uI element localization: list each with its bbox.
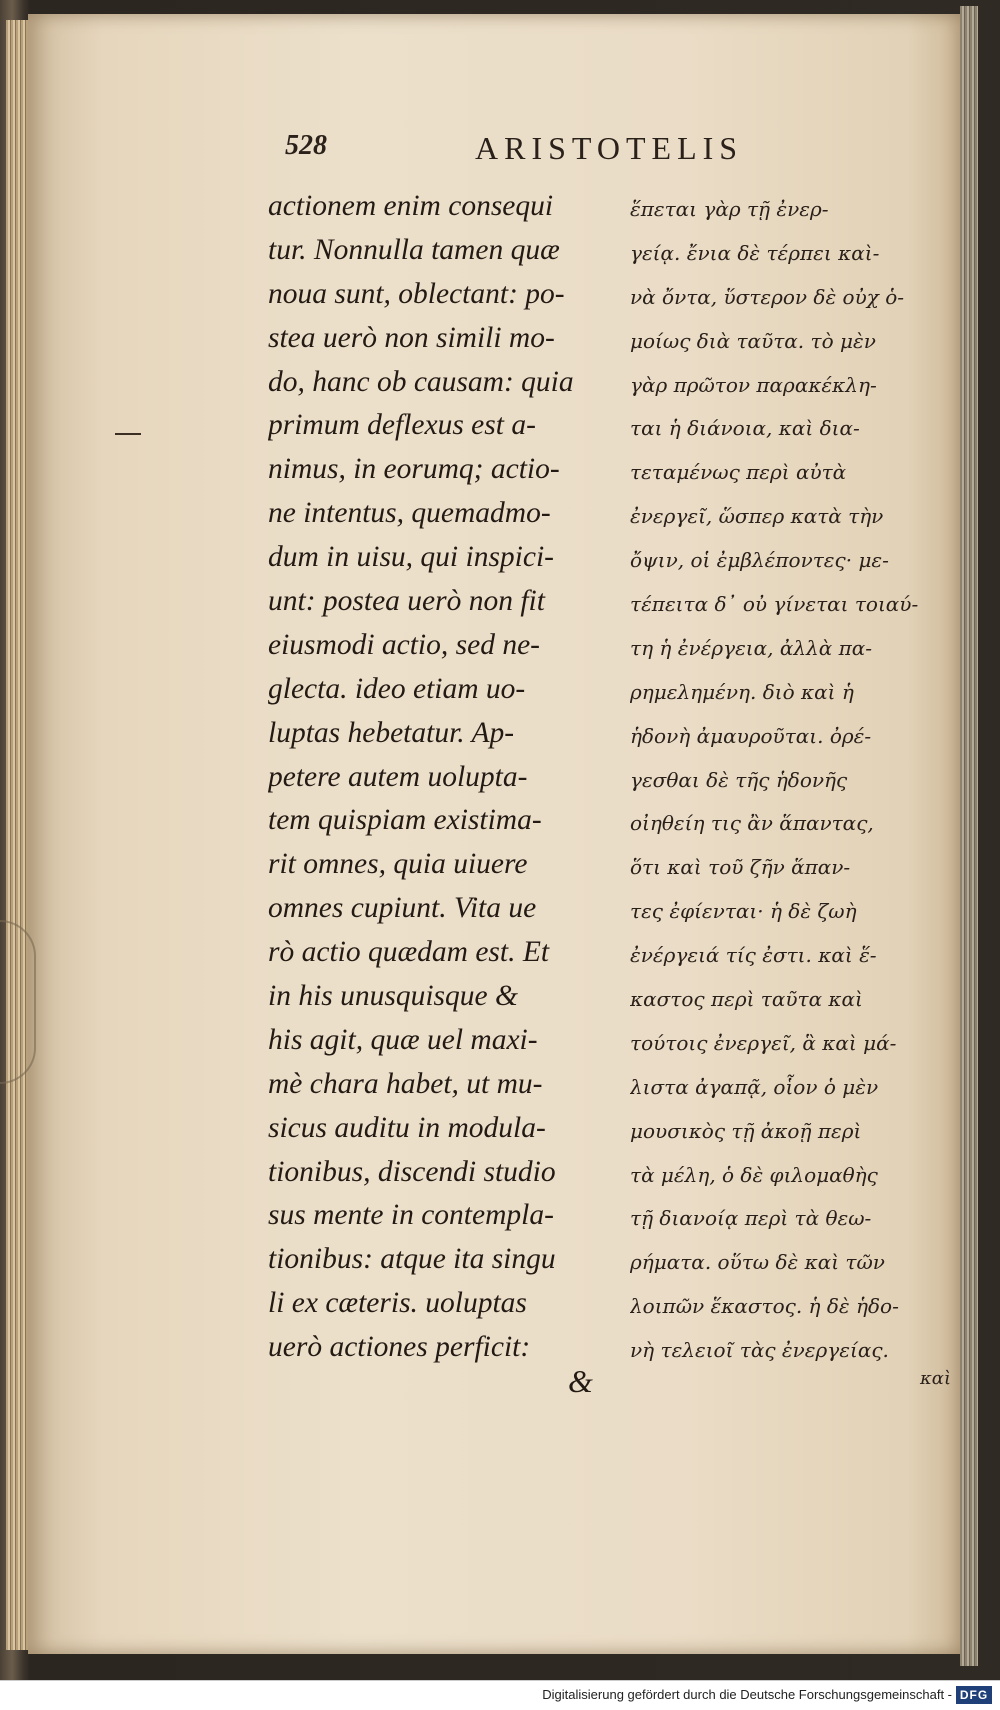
latin-text-line: tionibus, discendi studio [268,1155,556,1188]
greek-text-line: γὰρ πρῶτον παρακέκλη- [630,372,877,397]
greek-text-line: μουσικὸς τῇ ἀκοῇ περὶ [630,1118,862,1143]
latin-text-line: eiusmodi actio, sed ne- [268,628,540,661]
book-spine-edge [6,20,28,1650]
latin-text-line: rit omnes, quia uiuere [268,848,528,881]
greek-text-line: γεσθαι δὲ τῆς ἡδονῆς [630,767,848,792]
latin-text-line: unt: postea uerò non fit [268,585,545,618]
greek-text-line: λιστα ἀγαπᾷ, οἷον ὁ μὲν [630,1074,879,1099]
latin-text-line: do, hanc ob causam: quia [268,365,574,398]
latin-text-line: glecta. ideo etiam uo- [268,672,526,705]
latin-text-line: rò actio quædam est. Et [268,936,550,969]
latin-text-line: dum in uisu, qui inspici- [268,541,554,574]
greek-text-line: λοιπῶν ἕκαστος. ἡ δὲ ἡδο- [630,1294,899,1319]
latin-text-line: stea uerò non simili mo- [268,321,555,354]
dfg-logo: DFG [956,1686,992,1704]
latin-text-line: omnes cupiunt. Vita ue [268,892,537,925]
latin-text-line: sus mente in contempla- [268,1199,554,1232]
greek-text-line: τέπειτα δ᾽ οὐ γίνεται τοιαύ- [630,592,919,617]
greek-text-line: τη ἡ ἐνέργεια, ἀλλὰ πα- [630,635,873,660]
page-tab-mark [0,920,36,1084]
page-stack-edge [960,6,978,1666]
latin-text-line: his agit, quæ uel maxi- [268,1023,538,1056]
greek-text-line: τες ἐφίενται· ἡ δὲ ζωὴ [630,899,857,924]
greek-text-line: νὴ τελειοῖ τὰς ἐνεργείας. [630,1338,889,1363]
latin-text-line: primum deflexus est a- [268,409,536,442]
latin-text-line: noua sunt, oblectant: po- [268,277,565,310]
latin-text-line: luptas hebetatur. Ap- [268,716,515,749]
greek-text-line: ὄψιν, οἱ ἐμβλέποντες· με- [630,548,889,573]
greek-text-line: τῇ διανοίᾳ περὶ τὰ θεω- [630,1206,872,1231]
greek-text-line: καστος περὶ ταῦτα καὶ [630,987,863,1012]
greek-catchword: καὶ [920,1368,952,1389]
latin-text-line: tem quispiam existima- [268,804,542,837]
running-head [285,130,825,170]
greek-text-line: ρήματα. οὕτω δὲ καὶ τῶν [630,1250,885,1275]
latin-catchword: & [568,1363,593,1399]
latin-text-line: in his unusquisque & [268,980,518,1013]
latin-text-line: li ex cæteris. uoluptas [268,1287,527,1320]
greek-text-line: ἕπεται γὰρ τῇ ἐνερ- [630,197,829,221]
greek-text-line: ὅτι καὶ τοῦ ζῆν ἅπαν- [630,855,851,880]
running-title: ARISTOTELIS [475,130,744,166]
greek-text-line: μοίως διὰ ταῦτα. τὸ μὲν [630,328,876,353]
margin-mark [115,433,141,435]
latin-text-line: tionibus: atque ita singu [268,1243,556,1276]
greek-text-line: ἐνέργειά τίς ἐστι. καὶ ἕ- [630,943,877,968]
greek-text-line: νὰ ὄντα, ὕστερον δὲ οὐχ ὁ- [630,284,905,309]
latin-text-line: mè chara habet, ut mu- [268,1067,543,1100]
latin-text-line: uerò actiones perficit: [268,1331,531,1364]
latin-text-line: sicus auditu in modula- [268,1111,546,1144]
greek-text-line: τεταμένως περὶ αὐτὰ [630,460,847,485]
greek-text-line: γείᾳ. ἔνια δὲ τέρπει καὶ- [630,240,880,265]
greek-text-line: τούτοις ἐνεργεῖ, ἃ καὶ μά- [630,1030,897,1055]
latin-text-line: nimus, in eorumq; actio- [268,453,560,486]
greek-text-line: οἰηθείη τις ἂν ἅπαντας, [630,811,874,836]
greek-text-line: ται ἡ διάνοια, καὶ δια- [630,416,860,441]
greek-text-line: ρημελημένη. διὸ καὶ ἡ [630,679,854,704]
greek-text-line: ἐνεργεῖ, ὥσπερ κατὰ τὴν [630,504,884,529]
greek-column [630,188,948,1373]
page-number: 528 [285,130,327,161]
latin-column [268,185,613,1370]
greek-text-line: ἡδονὴ ἀμαυροῦται. ὀρέ- [630,723,872,748]
funding-credit: Digitalisierung gefördert durch die Deutsche Forschungsgemeinschaft - [542,1687,952,1702]
digitization-footer [0,1680,1000,1710]
latin-text-line: petere autem uolupta- [268,760,528,793]
latin-text-line: ne intentus, quemadmo- [268,497,551,530]
latin-text-line: tur. Nonnulla tamen quæ [268,233,560,266]
latin-text-line: actionem enim consequi [268,190,554,222]
greek-text-line: τὰ μέλη, ὁ δὲ φιλομαθὴς [630,1162,878,1187]
